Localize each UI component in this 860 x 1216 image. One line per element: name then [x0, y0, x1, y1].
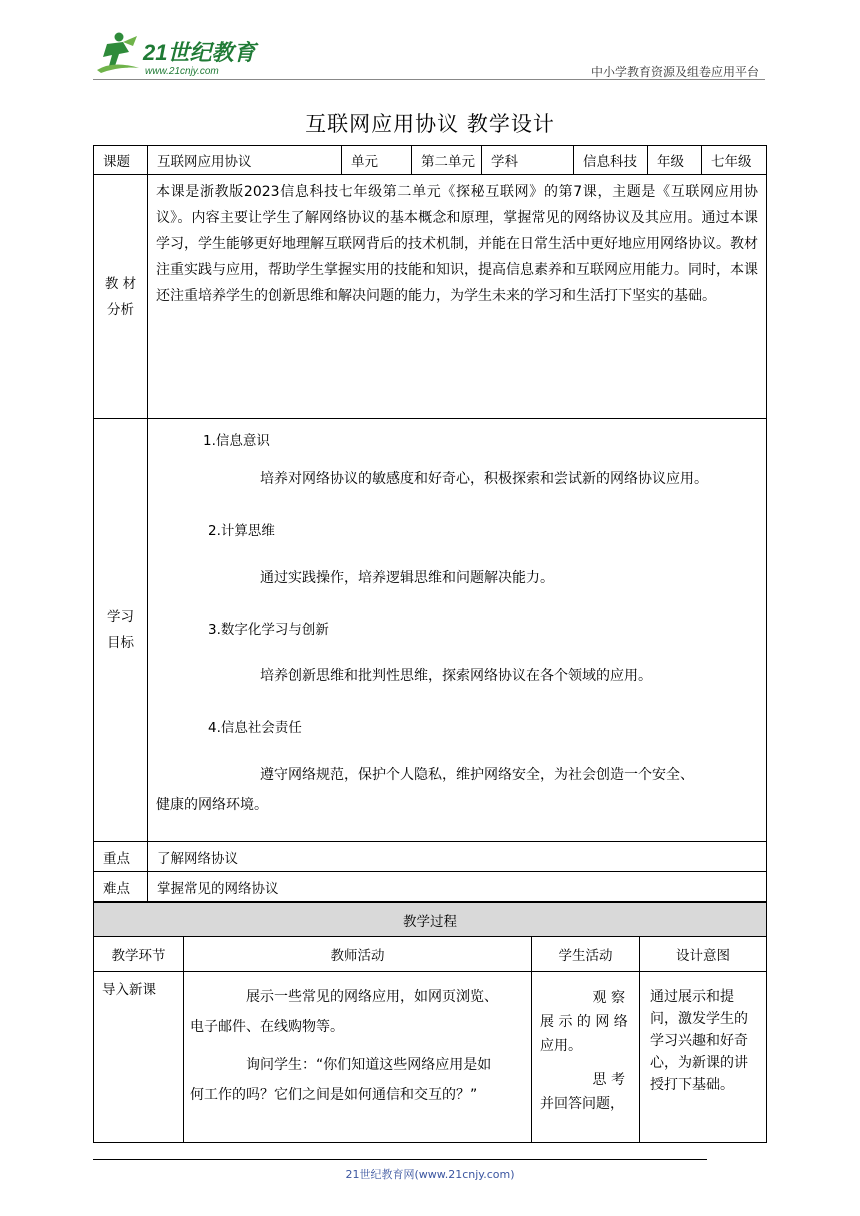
subject-label: 学科: [482, 146, 574, 175]
col-teacher: 教师活动: [184, 937, 532, 972]
design-intent: 通过展示和提 问，激发学生的 学习兴趣和好奇 心，为新课的讲 授打下基础。: [640, 972, 767, 1143]
goal-4-text-1: 遵守网络规范，保护个人隐私，维护网络安全，为社会创造一个安全、: [260, 767, 694, 783]
analysis-row: [94, 175, 767, 419]
header-divider: [93, 79, 765, 80]
grade-value: 七年级: [702, 146, 767, 175]
key-text: 了解网络协议: [148, 842, 767, 872]
student-activity: 观 察 展 示 的 网 络 应用。 思 考 并回答问题，: [532, 972, 640, 1143]
analysis-text: 本课是浙教版2023信息科技七年级第二单元《探秘互联网》的第7课，主题是《互联网应用协议》。内容主要让学生了解网络协议的基本概念和原理，掌握常见的网络协议及其应用。通过本课学习，学生能够更好地理解互联网背后的技术机制，并能在日常生活中更好地应用网络协议。教材注重实践与应用，帮助学生掌握实用的技能和知识，提高信息素养和互联网应用能力。同时，本课还注重培养学生的创新思维和解决问题的能力，为学生未来的学习和生活打下坚实的基础。: [148, 175, 767, 419]
process-table: [93, 902, 767, 1143]
footer-divider: [93, 1159, 707, 1160]
platform-name: 中小学教育资源及组卷应用平台: [590, 65, 759, 79]
analysis-label: 教 材 分析: [94, 175, 148, 419]
goals-content: [148, 419, 767, 842]
topic-value: 互联网应用协议: [148, 146, 342, 175]
process-row: [94, 972, 767, 1143]
process-title-row: [94, 903, 767, 937]
goal-3-heading: 3.数字化学习与创新: [208, 622, 329, 638]
difficulty-text: 掌握常见的网络协议: [148, 872, 767, 902]
goal-1-text: 培养对网络协议的敏感度和好奇心，积极探索和尝试新的网络协议应用。: [260, 471, 708, 487]
page-header: [93, 30, 765, 80]
teacher-activity: 展示一些常见的网络应用，如网页浏览、 电子邮件、在线购物等。 询问学生：“你们知道这些网络应用是如 何工作的吗？它们之间是如何通信和交互的？”: [184, 972, 532, 1143]
goal-2-text: 通过实践操作，培养逻辑思维和问题解决能力。: [260, 570, 554, 586]
logo-21cnjy: [93, 30, 263, 78]
goal-3-text: 培养创新思维和批判性思维，探索网络协议在各个领域的应用。: [260, 668, 652, 684]
difficulty-row: [94, 872, 767, 902]
goal-4-text-2: 健康的网络环境。: [156, 797, 268, 813]
unit-value: 第二单元: [412, 146, 482, 175]
subject-value: 信息科技: [574, 146, 648, 175]
goals-row: [94, 419, 767, 842]
process-header-row: [94, 937, 767, 972]
col-stage: 教学环节: [94, 937, 184, 972]
footer-text: 21世纪教育网(www.21cnjy.com): [345, 1168, 515, 1181]
goal-4-heading: 4.信息社会责任: [208, 720, 302, 736]
lesson-info-table: [93, 145, 767, 902]
process-title: 教学过程: [94, 903, 767, 937]
col-student: 学生活动: [532, 937, 640, 972]
key-label: 重点: [94, 842, 148, 872]
goal-2-heading: 2.计算思维: [208, 523, 275, 539]
unit-label: 单元: [342, 146, 412, 175]
svg-text:www.21cnjy.com: www.21cnjy.com: [145, 66, 219, 77]
key-row: [94, 842, 767, 872]
goals-label: 学习 目标: [94, 419, 148, 842]
col-intent: 设计意图: [640, 937, 767, 972]
stage-cell: 导入新课: [94, 972, 184, 1143]
svg-text:21世纪教育: 21世纪教育: [143, 40, 256, 65]
difficulty-label: 难点: [94, 872, 148, 902]
grade-label: 年级: [648, 146, 702, 175]
goal-1-heading: 1.信息意识: [203, 433, 270, 449]
topic-label: 课题: [94, 146, 148, 175]
info-row: [94, 146, 767, 175]
page-title: 互联网应用协议 教学设计: [305, 112, 555, 136]
